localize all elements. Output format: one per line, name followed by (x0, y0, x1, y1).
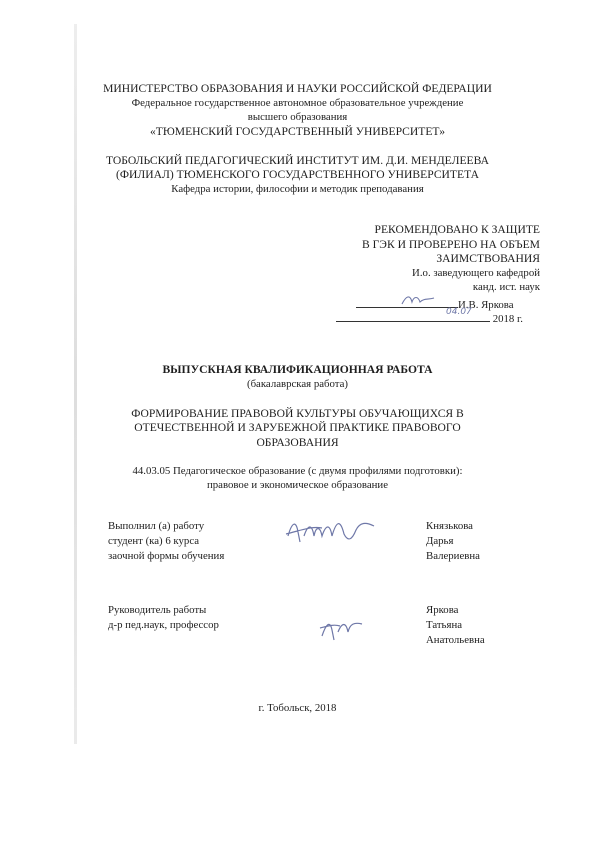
institute-line-2: (ФИЛИАЛ) ТЮМЕНСКОГО ГОСУДАРСТВЕННОГО УНИВЕРСИТЕТА (116, 168, 479, 181)
date-blank (336, 307, 490, 322)
recommendation-line-3: ЗАИМСТВОВАНИЯ (436, 252, 540, 265)
supervisor-label-line-2: д-р пед.наук, профессор (108, 619, 219, 631)
student-label (108, 519, 224, 564)
recommendation-line-2: В ГЭК И ПРОВЕРЕНО НА ОБЪЕМ (361, 238, 540, 251)
student-label-line-1: Выполнил (а) работу (108, 520, 205, 532)
work-title-line-1: ФОРМИРОВАНИЕ ПРАВОВОЙ КУЛЬТУРЫ ОБУЧАЮЩИХСЯ В (131, 407, 464, 420)
work-type: ВЫПУСКНАЯ КВАЛИФИКАЦИОННАЯ РАБОТА (162, 363, 433, 376)
supervisor-signature-image (318, 612, 364, 644)
student-label-line-3: заочной формы обучения (108, 550, 225, 562)
head-degree-line: канд. ист. наук (472, 281, 540, 293)
education-level-line: высшего образования (247, 111, 348, 123)
supervisor-patronymic: Анатольевна (426, 634, 485, 646)
work-subtype: (бакалаврская работа) (246, 378, 349, 390)
head-position-line: И.о. заведующего кафедрой (412, 267, 540, 279)
head-name: И.В. Яркова (458, 299, 514, 311)
city-year: г. Тобольск, 2018 (258, 702, 337, 714)
supervisor-label (108, 603, 219, 633)
department-line: Кафедра истории, философии и методик преподавания (171, 183, 424, 195)
student-signature-image (282, 512, 380, 552)
specialty-line-1: 44.03.05 Педагогическое образование (с двумя профилями подготовки): (132, 465, 463, 477)
student-first-name: Дарья (426, 535, 454, 547)
head-signature-image (400, 290, 440, 310)
student-patronymic: Валериевна (426, 550, 480, 562)
student-surname: Князькова (426, 520, 473, 532)
supervisor-label-line-1: Руководитель работы (108, 604, 207, 616)
approval-date-line (336, 307, 546, 325)
supervisor-name (426, 603, 485, 648)
institute-line-1: ТОБОЛЬСКИЙ ПЕДАГОГИЧЕСКИЙ ИНСТИТУТ ИМ. Д.И. МЕНДЕЛЕЕВА (105, 154, 489, 167)
specialty-line-2: правовое и экономическое образование (206, 479, 388, 491)
student-name (426, 519, 480, 564)
approval-year: 2018 (492, 313, 515, 325)
university-line: «ТЮМЕНСКИЙ ГОСУДАРСТВЕННЫЙ УНИВЕРСИТЕТ» (149, 125, 446, 138)
ministry-line: МИНИСТЕРСТВО ОБРАЗОВАНИЯ И НАУКИ РОССИЙСКОЙ ФЕДЕРАЦИИ (103, 82, 492, 95)
handwritten-date: 04.07 (446, 307, 472, 317)
year-suffix: г. (517, 313, 523, 325)
supervisor-first-name: Татьяна (426, 619, 463, 631)
institution-type-line: Федеральное государственное автономное образовательное учреждение (131, 97, 464, 109)
supervisor-surname: Яркова (426, 604, 459, 616)
work-title-line-3: ОБРАЗОВАНИЯ (256, 436, 339, 449)
student-label-line-2: студент (ка) 6 курса (108, 535, 200, 547)
recommendation-line-1: РЕКОМЕНДОВАНО К ЗАЩИТЕ (374, 223, 540, 236)
work-title-line-2: ОТЕЧЕСТВЕННОЙ И ЗАРУБЕЖНОЙ ПРАКТИКЕ ПРАВОВОГО (134, 421, 461, 434)
